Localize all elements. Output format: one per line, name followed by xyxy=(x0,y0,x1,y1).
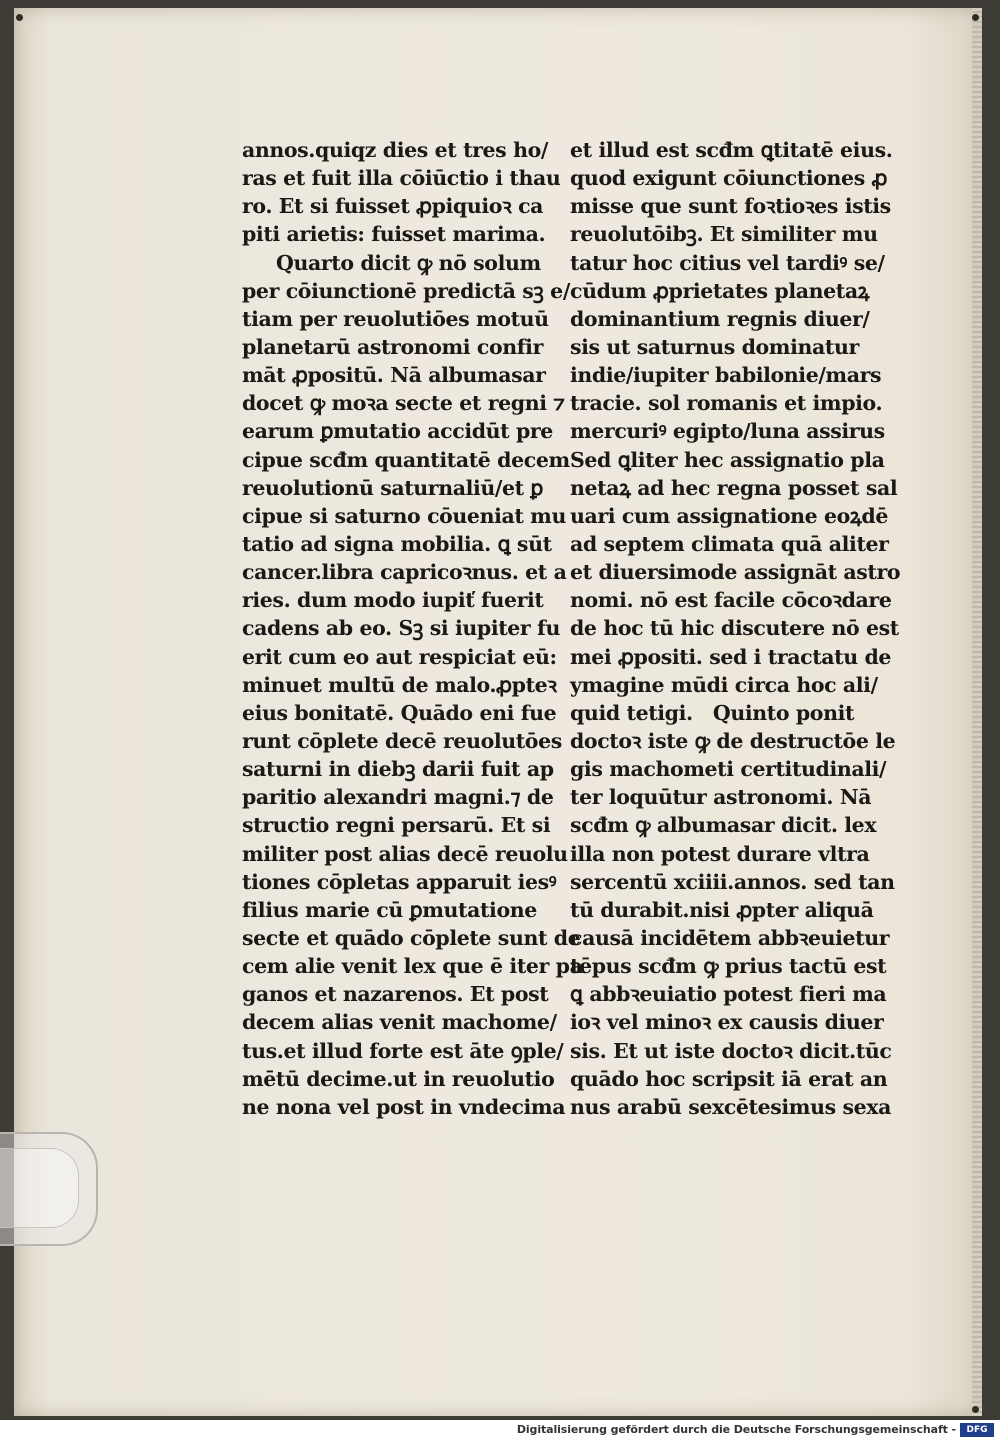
text-line: ad septem climata quā aliter xyxy=(570,531,889,556)
text-line: uari cum assignatione eoꝝdē xyxy=(570,503,888,528)
text-line: ro. Et si fuisset ꝓpiquioꝛ ca xyxy=(242,194,544,219)
text-line: secte et quādo cōplete sunt de xyxy=(242,925,581,950)
text-line: earum ꝑmutatio accidūt pre xyxy=(242,419,553,444)
text-line: scđm ꝙ albumasar dicit. lex xyxy=(570,813,877,838)
text-line: runt cōplete decē reuolutōes xyxy=(242,728,562,753)
text-line: eius bonitatē. Quādo eni fue xyxy=(242,700,557,725)
text-line: decem alias venit machome/ xyxy=(242,1010,557,1035)
text-line: mei ꝓpositi. sed i tractatu de xyxy=(570,644,892,669)
text-line: ter loquūtur astronomi. Nā xyxy=(570,785,872,810)
text-line: ioꝛ vel minoꝛ ex causis diuer xyxy=(570,1010,884,1035)
text-line: tracie. sol romanis et impio. xyxy=(570,391,883,416)
text-line: misse que sunt foꝛtioꝛes istis xyxy=(570,194,891,219)
text-line: tatio ad signa mobilia. ꝗ sūt xyxy=(242,531,552,556)
text-line: erit cum eo aut respiciat eū: xyxy=(242,644,557,669)
text-line: tus.et illud forte est āte ꝯple/ xyxy=(242,1038,564,1063)
text-line: minuet multū de malo.ꝓpteꝛ xyxy=(242,672,557,697)
text-line: et diuersimode assignāt astro xyxy=(570,560,901,585)
text-column-right xyxy=(570,136,901,1121)
text-line: mētū decime.ut in reuolutio xyxy=(242,1066,555,1091)
scanner-page-clip-inner xyxy=(0,1148,79,1228)
dfg-logo: DFG xyxy=(960,1423,994,1437)
text-line: tū durabit.nisi ꝓpter aliquā xyxy=(570,897,874,922)
text-line: ymagine mūdi circa hoc ali/ xyxy=(570,672,878,697)
text-line: tēpus scđm ꝙ prius tactū est xyxy=(570,954,887,979)
text-line: planetarū astronomi confir xyxy=(242,334,543,359)
text-line: gis machometi certitudinali/ xyxy=(570,757,887,782)
binding-hole xyxy=(16,14,23,21)
text-line: mercuriꝰ egipto/luna assirus xyxy=(570,419,885,444)
text-line: nomi. nō est facile cōcoꝛdare xyxy=(570,588,892,613)
text-line: de hoc tū hic discutere nō est xyxy=(570,616,899,641)
text-line: piti arietis: fuisset marima. xyxy=(242,222,546,247)
text-line: ꝗ abbꝛeuiatio potest fieri ma xyxy=(570,982,887,1007)
text-line: cipue scđm quantitatē decem xyxy=(242,447,570,472)
text-line: tiam per reuolutiōes motuū xyxy=(242,306,549,331)
text-line: paritio alexandri magni.⁊ de xyxy=(242,785,554,810)
text-line: causā incidētem abbꝛeuietur xyxy=(570,925,890,950)
text-line: reuolutōibꝫ. Et similiter mu xyxy=(570,222,878,247)
text-line: ganos et nazarenos. Et post xyxy=(242,982,549,1007)
text-line: quid tetigi. Quinto ponit xyxy=(570,700,855,725)
text-line: Sed ꝗliter hec assignatio pla xyxy=(570,447,885,472)
text-line: māt ꝓpositū. Nā albumasar xyxy=(242,363,546,388)
text-line: Quarto dicit ꝙ nō solum xyxy=(276,250,541,275)
text-line: ras et fuit illa cōiūctio i thau xyxy=(242,166,561,191)
text-line: cūdum ꝓprietates planetaꝝ xyxy=(570,278,870,303)
text-line: dominantium regnis diuer/ xyxy=(570,306,870,331)
text-line: netaꝝ ad hec regna posset sal xyxy=(570,475,898,500)
text-line: saturni in diebꝫ darii fuit ap xyxy=(242,757,554,782)
text-line: sis ut saturnus dominatur xyxy=(570,334,859,359)
text-line: ne nona vel post in vndecima xyxy=(242,1094,566,1119)
text-line: sis. Et ut iste doctoꝛ dicit.tūc xyxy=(570,1038,892,1063)
text-line: tiones cōpletas apparuit iesꝰ xyxy=(242,869,557,894)
binding-hole xyxy=(972,14,979,21)
text-line: sercentū xciiii.annos. sed tan xyxy=(570,869,895,894)
text-line: indie/iupiter babilonie/mars xyxy=(570,363,882,388)
text-line: tatur hoc citius vel tardiꝰ se/ xyxy=(570,250,885,275)
text-line: militer post alias decē reuolu xyxy=(242,841,568,866)
text-line: cadens ab eo. Sꝫ si iupiter fu xyxy=(242,616,560,641)
footer-bar xyxy=(0,1420,1000,1441)
funding-credit: Digitalisierung gefördert durch die Deutsche Forschungsgemeinschaft - xyxy=(516,1423,956,1436)
text-line: quod exigunt cōiunctiones ꝓ xyxy=(570,166,888,191)
text-line: quādo hoc scripsit iā erat an xyxy=(570,1066,888,1091)
text-line: nus arabū sexcētesimus sexa xyxy=(570,1094,891,1119)
text-line: illa non potest durare vltra xyxy=(570,841,870,866)
binding-hole xyxy=(972,1406,979,1413)
text-line: reuolutionū saturnaliū/et ꝑ xyxy=(242,475,544,500)
text-line: doctoꝛ iste ꝙ de destructōe le xyxy=(570,728,896,753)
text-line: cancer.libra capricoꝛnus. et a xyxy=(242,560,567,585)
text-line: structio regni persarū. Et si xyxy=(242,813,551,838)
text-line: et illud est scđm ꝗtitatē eius. xyxy=(570,138,893,162)
text-column-left xyxy=(242,136,583,1121)
text-line: cem alie venit lex que ē iter pa xyxy=(242,954,583,979)
text-line: cipue si saturno cōueniat mu xyxy=(242,503,566,528)
text-line: ries. dum modo iupiť fuerit xyxy=(242,588,544,613)
text-line: annos.quiqz dies et tres ho/ xyxy=(242,138,548,162)
text-line: per cōiunctionē predictā sꝫ e/ xyxy=(242,278,570,303)
text-line: docet ꝙ moꝛa secte et regni ⁊ xyxy=(242,391,565,416)
page-fore-edge xyxy=(972,8,982,1416)
text-line: filius marie cū ꝑmutatione xyxy=(242,897,537,922)
